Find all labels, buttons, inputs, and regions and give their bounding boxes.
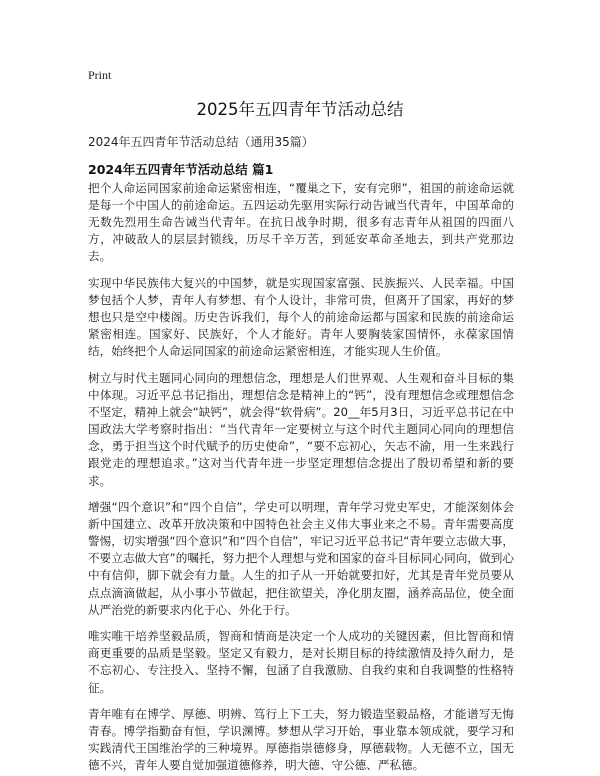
paragraph-4: 增强“四个意识”和“四个自信”，学史可以明理，青年学习党史军史，才能深刻体会新中国建立、改革开放决策和中国特色社会主义伟大事业来之不易。青年需要高度警惕，切实增强“四个意识”和“四个自信”，牢记习近平总书记“青年要立志做大事，不要立志做大官”的嘱托，努力把个人理想与党和国家的奋斗目标同心同向，做到心中有信仰，脚下就会有力量。人生的扣子从一开始就要扣好，尤其是青年党员要从点点滴滴做起，从小事小节做起，把住欲望关，净化朋友圈，涵养高品位，使全面从严治党的新要求内化于心、外化于行。 — [88, 500, 514, 617]
paragraph-3: 树立与时代主题同心同向的理想信念，理想是人们世界观、人生观和奋斗目标的集中体现。习近平总书记指出，理想信念是精神上的“钙”，没有理想信念或理想信念不坚定，精神上就会“缺钙”，就会得“软骨病”。20__年5月3日，习近平总书记在中国政法大学考察时指出：“当代青年一定要树立与这个时代主题同心同向的理想信念，勇于担当这个时代赋予的历史使命”，“要不忘初心，矢志不渝，用一生来践行跟党走的理想追求。”这对当代青年进一步坚定理想信念提出了殷切希望和新的要求。 — [88, 370, 514, 488]
page-title: 2025年五四青年节活动总结 — [196, 100, 404, 119]
article-body — [88, 180, 514, 776]
paragraph-6: 青年唯有在博学、厚德、明辨、笃行上下工夫，努力锻造坚毅品格，才能谱写无悔青春。博学指勤奋有恒，学识渊博。梦想从学习开始，事业靠本领成就，要学习和实践清代王国维治学的三种境界。厚德指崇德修身，厚德载物。人无德不立，国无德不兴，青年人要自觉加强道德修养，明大德、守公德、严私德。 — [88, 707, 514, 773]
paragraph-1: 把个人命运同国家前途命运紧密相连，“覆巢之下，安有完卵”，祖国的前途命运就是每一个中国人的前途命运。五四运动先驱用实际行动告诫当代青年，中国革命的无数先烈用生命告诫当代青年。在抗日战争时期，很多有志青年从祖国的四面八方，冲破敌人的层层封锁线，历尽千辛万苦，到延安革命圣地去，到共产党那边去。 — [88, 181, 514, 264]
paragraph-5: 唯实唯干培养坚毅品质，智商和情商是决定一个人成功的关键因素，但比智商和情商更重要的品质是坚毅。坚定又有毅力，是对长期目标的持续激情及持久耐力，是不忘初心、专注投入、坚持不懈，包涵了自我激励、自我约束和自我调整的性格特征。 — [88, 629, 514, 695]
paragraph-2: 实现中华民族伟大复兴的中国梦，就是实现国家富强、民族振兴、人民幸福。中国梦包括个人梦，青年人有梦想、有个人设计，非常可贵，但离开了国家，再好的梦想也只是空中楼阁。历史告诉我们，每个人的前途命运都与国家和民族的前途命运紧密相连。国家好、民族好，个人才能好。青年人要胸装家国情怀，永葆家国情结，始终把个人命运同国家的前途命运紧密相连，才能实现人生价值。 — [88, 275, 514, 359]
section-heading: 2024年五四青年节活动总结 篇1 — [88, 162, 274, 177]
print-link[interactable]: Print — [88, 68, 112, 82]
document-subtitle: 2024年五四青年节活动总结（通用35篇） — [88, 135, 314, 149]
